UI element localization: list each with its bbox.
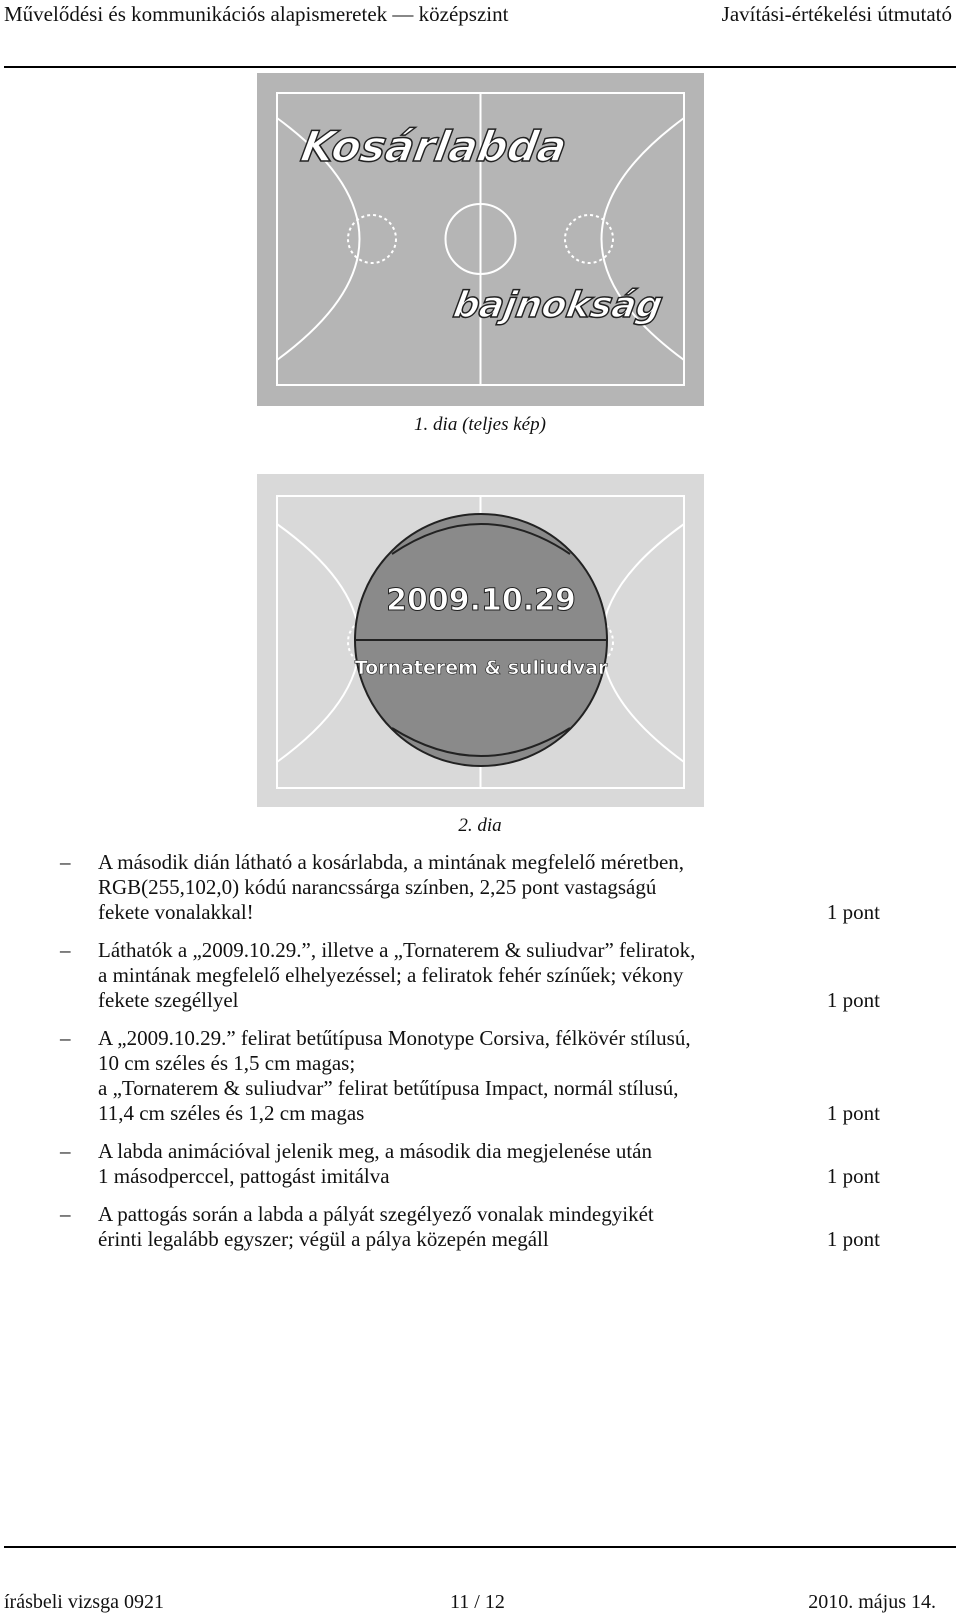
points: 1 pont bbox=[826, 900, 880, 924]
criterion-line: 10 cm széles és 1,5 cm magas; bbox=[98, 1051, 356, 1075]
dash-bullet: – bbox=[60, 938, 71, 962]
criterion-line: A labda animációval jelenik meg, a második dia megjelenése után bbox=[98, 1139, 652, 1163]
slide-2-venue: Tornaterem & suliudvar bbox=[354, 657, 608, 679]
criterion-line: Láthatók a „2009.10.29.”, illetve a „Tornaterem & suliudvar” feliratok, bbox=[98, 938, 696, 962]
footer-page-number: 11 / 12 bbox=[450, 1591, 505, 1613]
header-title: Művelődési és kommunikációs alapismeretek — középszint bbox=[4, 2, 509, 26]
footer-divider bbox=[4, 1546, 956, 1548]
slide-1-title-line2: bajnokság bbox=[450, 283, 666, 326]
dash-bullet: – bbox=[60, 1139, 71, 1163]
criterion-line: A „2009.10.29.” felirat betűtípusa Monotype Corsiva, félkövér stílusú, bbox=[98, 1026, 691, 1050]
header-divider bbox=[4, 66, 956, 68]
basketball bbox=[355, 514, 607, 766]
criterion-line: 11,4 cm széles és 1,2 cm magas bbox=[98, 1101, 365, 1125]
criterion-line: A pattogás során a labda a pályát szegélyező vonalak mindegyikét bbox=[98, 1202, 654, 1226]
slide-2-date: 2009.10.29 bbox=[386, 583, 576, 618]
criterion-line: RGB(255,102,0) kódú narancssárga színben, 2,25 pont vastagságú bbox=[98, 875, 657, 899]
criterion-line: fekete vonalakkal! bbox=[98, 900, 254, 924]
criterion-5 bbox=[52, 1202, 892, 1252]
criterion-3 bbox=[52, 1026, 892, 1126]
slide-2-image bbox=[257, 474, 704, 807]
points: 1 pont bbox=[826, 1164, 880, 1188]
dash-bullet: – bbox=[60, 850, 71, 874]
slide-1-title-line1: Kosárlabda bbox=[297, 122, 571, 171]
dash-bullet: – bbox=[60, 1026, 71, 1050]
criterion-line: a mintának megfelelő elhelyezéssel; a feliratok fehér színűek; vékony bbox=[98, 963, 684, 987]
criteria-list bbox=[52, 850, 892, 1265]
footer-date: 2010. május 14. bbox=[808, 1591, 936, 1613]
points: 1 pont bbox=[826, 1227, 880, 1251]
slide-2-caption: 2. dia bbox=[458, 815, 502, 836]
criterion-line: 1 másodperccel, pattogást imitálva bbox=[98, 1164, 390, 1188]
slide-1-caption: 1. dia (teljes kép) bbox=[414, 414, 546, 435]
criterion-1 bbox=[52, 850, 892, 925]
criterion-4 bbox=[52, 1139, 892, 1189]
slide-1-image bbox=[257, 73, 704, 406]
criterion-line: érinti legalább egyszer; végül a pálya közepén megáll bbox=[98, 1227, 549, 1251]
criterion-line: A második dián látható a kosárlabda, a mintának megfelelő méretben, bbox=[98, 850, 685, 874]
criterion-line: a „Tornaterem & suliudvar” felirat betűtípusa Impact, normál stílusú, bbox=[98, 1076, 679, 1100]
criterion-2 bbox=[52, 938, 892, 1013]
points: 1 pont bbox=[826, 988, 880, 1012]
dash-bullet: – bbox=[60, 1202, 71, 1226]
points: 1 pont bbox=[826, 1101, 880, 1125]
header-subtitle: Javítási-értékelési útmutató bbox=[721, 2, 952, 26]
criterion-line: fekete szegéllyel bbox=[98, 988, 239, 1012]
footer-exam-id: írásbeli vizsga 0921 bbox=[4, 1591, 164, 1613]
